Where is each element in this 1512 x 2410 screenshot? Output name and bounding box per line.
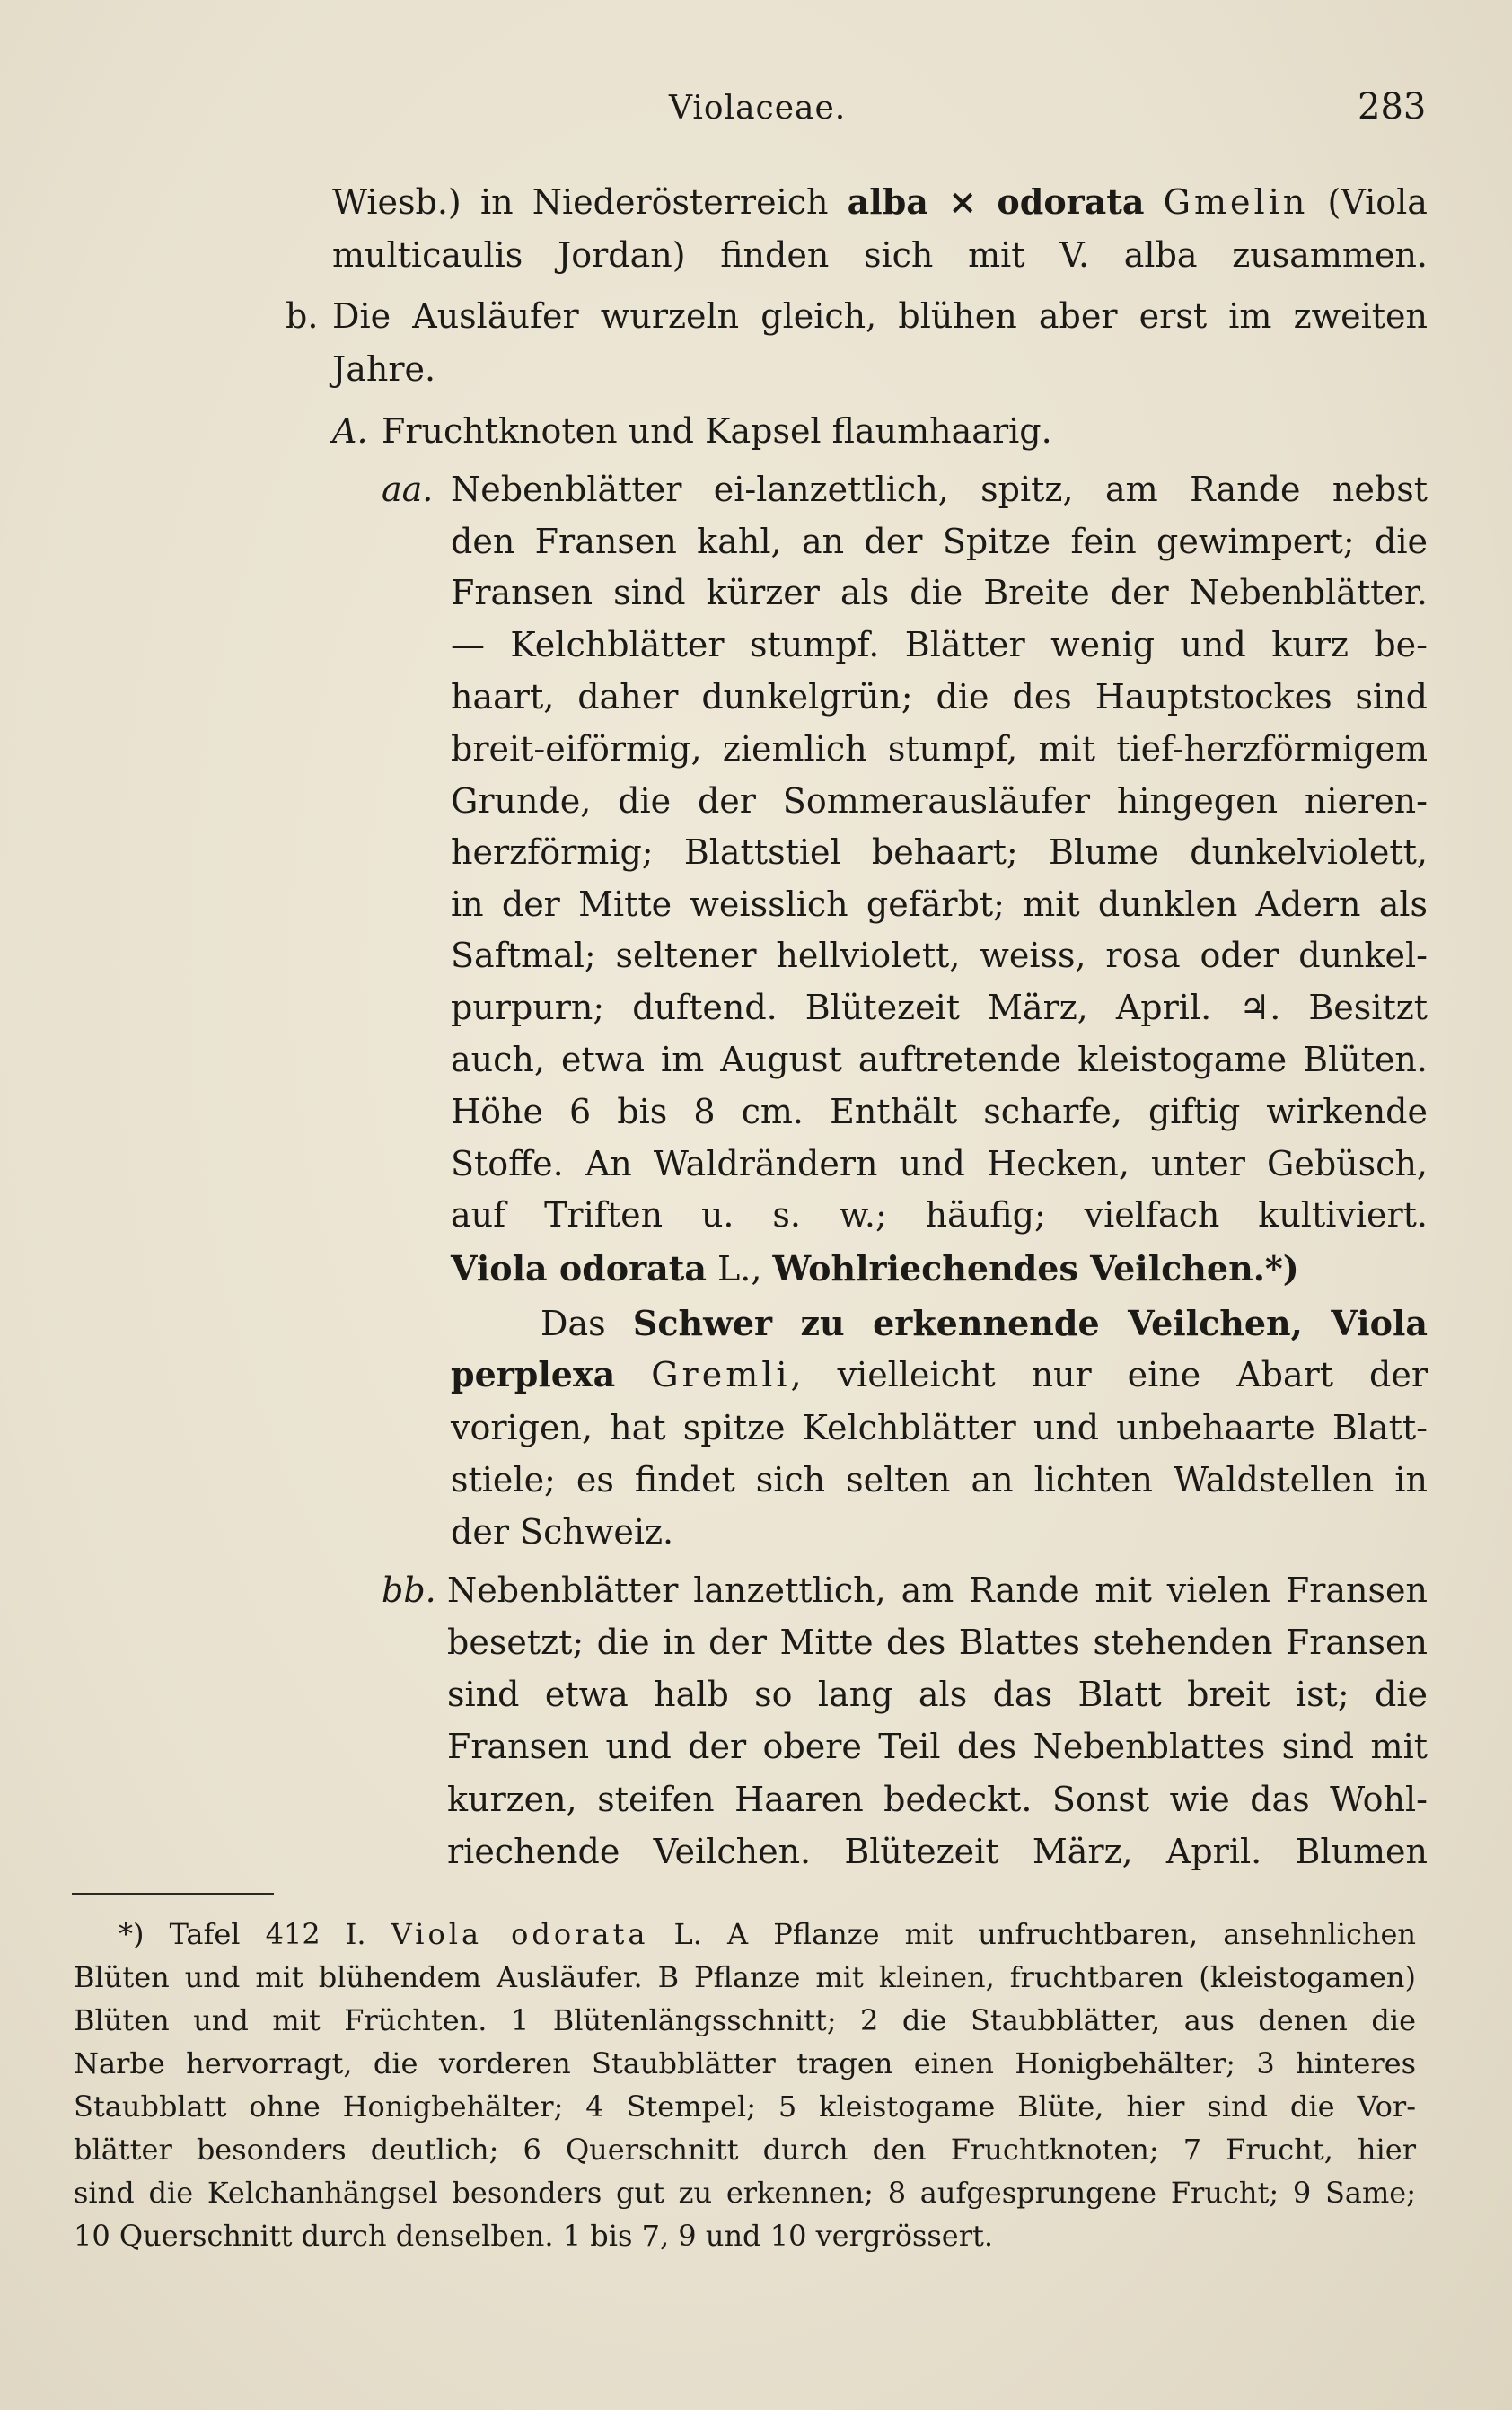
footnote-line: Blüten und mit blühendem Ausläufer. B Pflanze mit kleinen, fruchtbaren (kleistogamen) — [74, 1960, 1416, 1994]
text-line: — Kelchblätter stumpf. Blätter wenig und kurz be- — [451, 625, 1428, 664]
text-line: riechende Veilchen. Blütezeit März, April. Blumen — [447, 1832, 1428, 1871]
text-line: auch, etwa im August auftretende kleistogame Blüten. — [451, 1040, 1428, 1079]
key-marker: b. — [286, 296, 319, 336]
text-line: Fruchtknoten und Kapsel flaumhaarig. — [382, 411, 1052, 451]
text-line: Nebenblätter ei-lanzettlich, spitz, am Rande nebst — [451, 470, 1428, 509]
key-marker: aa. — [382, 470, 434, 509]
text-line: Nebenblätter lanzettlich, am Rande mit vielen Fransen — [447, 1570, 1428, 1610]
text-line: Das Schwer zu erkennende Veilchen, Viola — [541, 1303, 1428, 1343]
text-line: Fransen sind kürzer als die Breite der Nebenblätter. — [451, 573, 1428, 612]
text-line: Höhe 6 bis 8 cm. Enthält scharfe, giftig wirkende — [451, 1092, 1428, 1131]
page-number: 283 — [1358, 86, 1427, 128]
text-line: herzförmig; Blattstiel behaart; Blume dunkelviolett, — [451, 832, 1428, 872]
footnote-line: blätter besonders deutlich; 6 Querschnitt durch den Fruchtknoten; 7 Frucht, hier — [74, 2133, 1416, 2167]
text-line: den Fransen kahl, an der Spitze fein gewimpert; die — [451, 522, 1428, 561]
text-line: stiele; es findet sich selten an lichten Waldstellen in — [451, 1460, 1428, 1500]
footnote-line: 10 Querschnitt durch denselben. 1 bis 7, 9 und 10 vergrössert. — [74, 2219, 994, 2253]
footnote-line: *) Tafel 412 I. Viola odorata L. A Pflanze mit unfruchtbaren, ansehnlichen — [119, 1917, 1417, 1951]
running-header — [0, 86, 1512, 131]
key-marker: A. — [332, 411, 368, 451]
text-line: haart, daher dunkelgrün; die des Hauptstockes sind — [451, 677, 1428, 717]
text-line: sind etwa halb so lang als das Blatt breit ist; die — [447, 1675, 1428, 1714]
text-line: Jahre. — [332, 349, 436, 389]
text-line: multicaulis Jordan) finden sich mit V. alba zusammen. — [332, 235, 1428, 275]
footnote-line: Blüten und mit Früchten. 1 Blütenlängsschnitt; 2 die Staubblätter, aus denen die — [74, 2003, 1416, 2037]
text-line: Viola odorata L., Wohlriechendes Veilchen.*) — [451, 1248, 1299, 1289]
key-marker: bb. — [382, 1570, 436, 1610]
footnote-rule — [72, 1893, 274, 1895]
footnote-line: Staubblatt ohne Honigbehälter; 4 Stempel; 5 kleistogame Blüte, hier sind die Vor- — [74, 2089, 1416, 2124]
text-line: Saftmal; seltener hellviolett, weiss, rosa oder dunkel- — [451, 936, 1428, 975]
text-line: Die Ausläufer wurzeln gleich, blühen aber erst im zweiten — [332, 296, 1428, 336]
text-line: Fransen und der obere Teil des Nebenblattes sind mit — [447, 1727, 1428, 1766]
text-line: purpurn; duftend. Blütezeit März, April. ♃. Besitzt — [451, 988, 1428, 1027]
text-line: kurzen, steifen Haaren bedeckt. Sonst wie das Wohl- — [447, 1780, 1428, 1819]
text-line: in der Mitte weisslich gefärbt; mit dunklen Adern als — [451, 884, 1428, 924]
text-line: der Schweiz. — [451, 1512, 674, 1552]
text-line: auf Triften u. s. w.; häufig; vielfach kultiviert. — [451, 1195, 1428, 1235]
running-title: Violaceae. — [669, 90, 847, 127]
text-line: perplexa Gremli, vielleicht nur eine Abart der — [451, 1354, 1428, 1394]
text-line: besetzt; die in der Mitte des Blattes stehenden Fransen — [447, 1623, 1428, 1662]
text-line: breit-eiförmig, ziemlich stumpf, mit tief-herzförmigem — [451, 729, 1428, 769]
text-line: Stoffe. An Waldrändern und Hecken, unter Gebüsch, — [451, 1144, 1428, 1183]
footnote-line: Narbe hervorragt, die vorderen Staubblätter tragen einen Honigbehälter; 3 hinteres — [74, 2046, 1416, 2080]
footnote-line: sind die Kelchanhängsel besonders gut zu erkennen; 8 aufgesprungene Frucht; 9 Same; — [74, 2176, 1416, 2210]
text-line: Wiesb.) in Niederösterreich alba × odorata Gmelin (Viola — [332, 181, 1428, 222]
text-line: vorigen, hat spitze Kelchblätter und unbehaarte Blatt- — [451, 1408, 1428, 1447]
text-line: Grunde, die der Sommerausläufer hingegen nieren- — [451, 781, 1428, 821]
